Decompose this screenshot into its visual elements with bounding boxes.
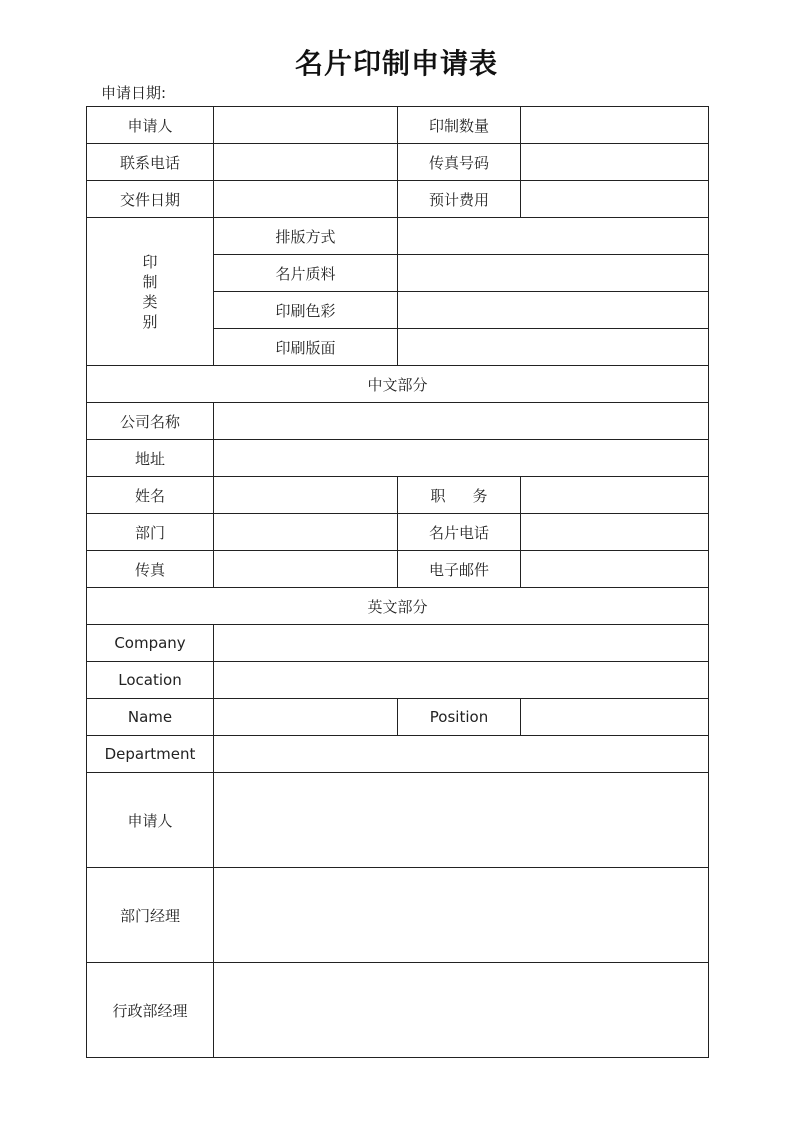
english-section-header: 英文部分 [87,588,709,625]
fax-cn-label: 传真 [87,551,214,588]
table-row [87,218,709,255]
apply-date-label: 申请日期: [101,84,167,102]
print-quantity-label: 印制数量 [398,107,521,144]
applicant-signature-label: 申请人 [87,773,214,868]
card-material-label: 名片质料 [214,255,398,292]
table-row [87,107,709,144]
location-en-input[interactable] [214,662,709,699]
card-material-input[interactable] [398,255,709,292]
table-row [87,662,709,699]
dept-manager-signature-area[interactable] [214,868,709,963]
application-form-table [86,106,709,1058]
job-title-cn-label: 职务 [430,486,515,505]
table-row [87,181,709,218]
table-row [87,440,709,477]
company-en-input[interactable] [214,625,709,662]
contact-phone-input[interactable] [214,144,398,181]
fax-number-label: 传真号码 [398,144,521,181]
department-cn-input[interactable] [214,514,398,551]
print-category-cell [87,218,214,366]
card-phone-label: 名片电话 [398,514,521,551]
company-name-input[interactable] [214,403,709,440]
table-row [87,625,709,662]
position-en-input[interactable] [521,699,709,736]
admin-manager-signature-label: 行政部经理 [87,963,214,1058]
print-quantity-input[interactable] [521,107,709,144]
department-en-input[interactable] [214,736,709,773]
table-row [87,514,709,551]
layout-style-label: 排版方式 [214,218,398,255]
address-label: 地址 [87,440,214,477]
fax-number-input[interactable] [521,144,709,181]
form-title: 名片印制申请表 [294,47,498,80]
print-side-label: 印刷版面 [214,329,398,366]
table-row [87,551,709,588]
admin-manager-signature-area[interactable] [214,963,709,1058]
table-row [87,477,709,514]
name-en-label: Name [87,699,214,736]
name-cn-label: 姓名 [87,477,214,514]
table-row [87,366,709,403]
department-cn-label: 部门 [87,514,214,551]
table-row [87,699,709,736]
applicant-label: 申请人 [87,107,214,144]
table-row [87,868,709,963]
location-en-label: Location [87,662,214,699]
fax-cn-input[interactable] [214,551,398,588]
submit-date-label: 交件日期 [87,181,214,218]
chinese-section-header: 中文部分 [87,366,709,403]
table-row [87,736,709,773]
table-row [87,403,709,440]
estimated-cost-label: 预计费用 [398,181,521,218]
address-input[interactable] [214,440,709,477]
email-cn-input[interactable] [521,551,709,588]
position-en-label: Position [398,699,521,736]
applicant-signature-area[interactable] [214,773,709,868]
name-cn-input[interactable] [214,477,398,514]
table-row [87,588,709,625]
estimated-cost-input[interactable] [521,181,709,218]
layout-style-input[interactable] [398,218,709,255]
job-title-cn-input[interactable] [521,477,709,514]
table-row [87,963,709,1058]
print-color-label: 印刷色彩 [214,292,398,329]
applicant-input[interactable] [214,107,398,144]
job-title-cn-cell [398,477,521,514]
company-name-label: 公司名称 [87,403,214,440]
print-side-input[interactable] [398,329,709,366]
print-category-label: 印制类别 [142,252,158,331]
dept-manager-signature-label: 部门经理 [87,868,214,963]
contact-phone-label: 联系电话 [87,144,214,181]
email-cn-label: 电子邮件 [398,551,521,588]
card-phone-input[interactable] [521,514,709,551]
name-en-input[interactable] [214,699,398,736]
department-en-label: Department [87,736,214,773]
submit-date-input[interactable] [214,181,398,218]
table-row [87,773,709,868]
table-row [87,144,709,181]
print-color-input[interactable] [398,292,709,329]
company-en-label: Company [87,625,214,662]
